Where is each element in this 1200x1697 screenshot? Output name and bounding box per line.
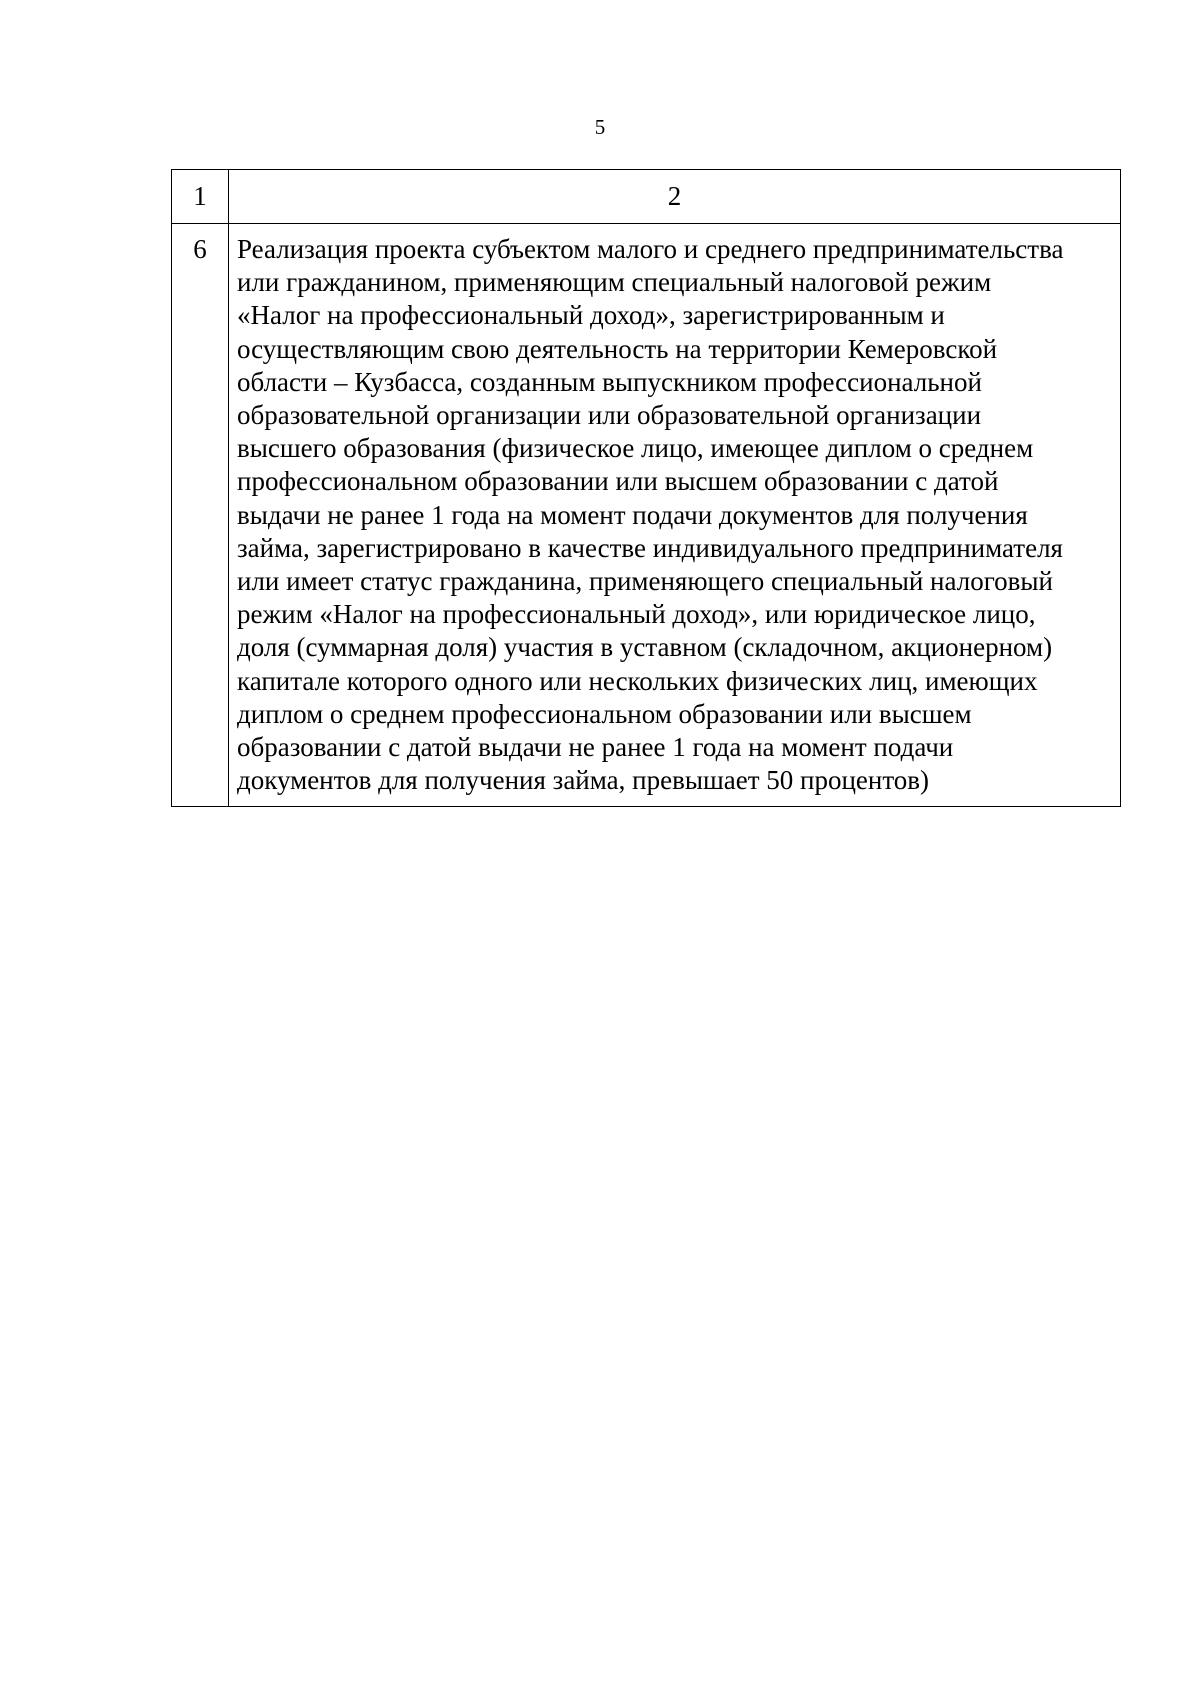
row-text-line: высшего образования (физическое лицо, имеющее диплом о среднем xyxy=(237,433,1034,464)
row-text-line: осуществляющим свою деятельность на территории Кемеровской xyxy=(237,333,998,364)
header-cell-col1: 1 xyxy=(172,170,229,224)
row-text-line: «Налог на профессиональный доход», зарегистрированным и xyxy=(237,300,945,331)
row-text-line: доля (суммарная доля) участия в уставном (складочном, акционерном) xyxy=(237,632,1053,663)
row-text-line: документов для получения займа, превышает 50 процентов) xyxy=(237,765,930,796)
table-row xyxy=(172,224,1121,807)
row-text-line: режим «Налог на профессиональный доход», или юридическое лицо, xyxy=(237,599,1036,630)
row-text-line: Реализация проекта субъектом малого и среднего предпринимательства xyxy=(237,234,1064,264)
row-text-line: или имеет статус гражданина, применяющего специальный налоговый xyxy=(237,566,1053,597)
row-text-line: выдачи не ранее 1 года на момент подачи документов для получения xyxy=(237,499,1028,530)
table-header-row xyxy=(172,170,1121,224)
row-text-line: займа, зарегистрировано в качестве индивидуального предпринимателя xyxy=(237,532,1063,563)
page-number: 5 xyxy=(594,115,606,139)
row-text-line: профессиональном образовании или высшем образовании с датой xyxy=(237,466,999,497)
row-text-cell xyxy=(229,224,1121,807)
row-text-line: образовании с датой выдачи не ранее 1 года на момент подачи xyxy=(237,732,954,763)
row-text-line: области – Кузбасса, созданным выпускником профессиональной xyxy=(237,366,982,397)
row-text-line: капитале которого одного или нескольких физических лиц, имеющих xyxy=(237,665,1038,696)
row-text-line: или гражданином, применяющим специальный налоговой режим xyxy=(237,267,992,298)
row-text-line: образовательной организации или образовательной организации xyxy=(237,400,982,431)
row-number-cell: 6 xyxy=(172,224,229,807)
header-cell-col2: 2 xyxy=(229,170,1121,224)
document-table xyxy=(171,169,1121,807)
row-text-line: диплом о среднем профессиональном образовании или высшем xyxy=(237,698,972,729)
